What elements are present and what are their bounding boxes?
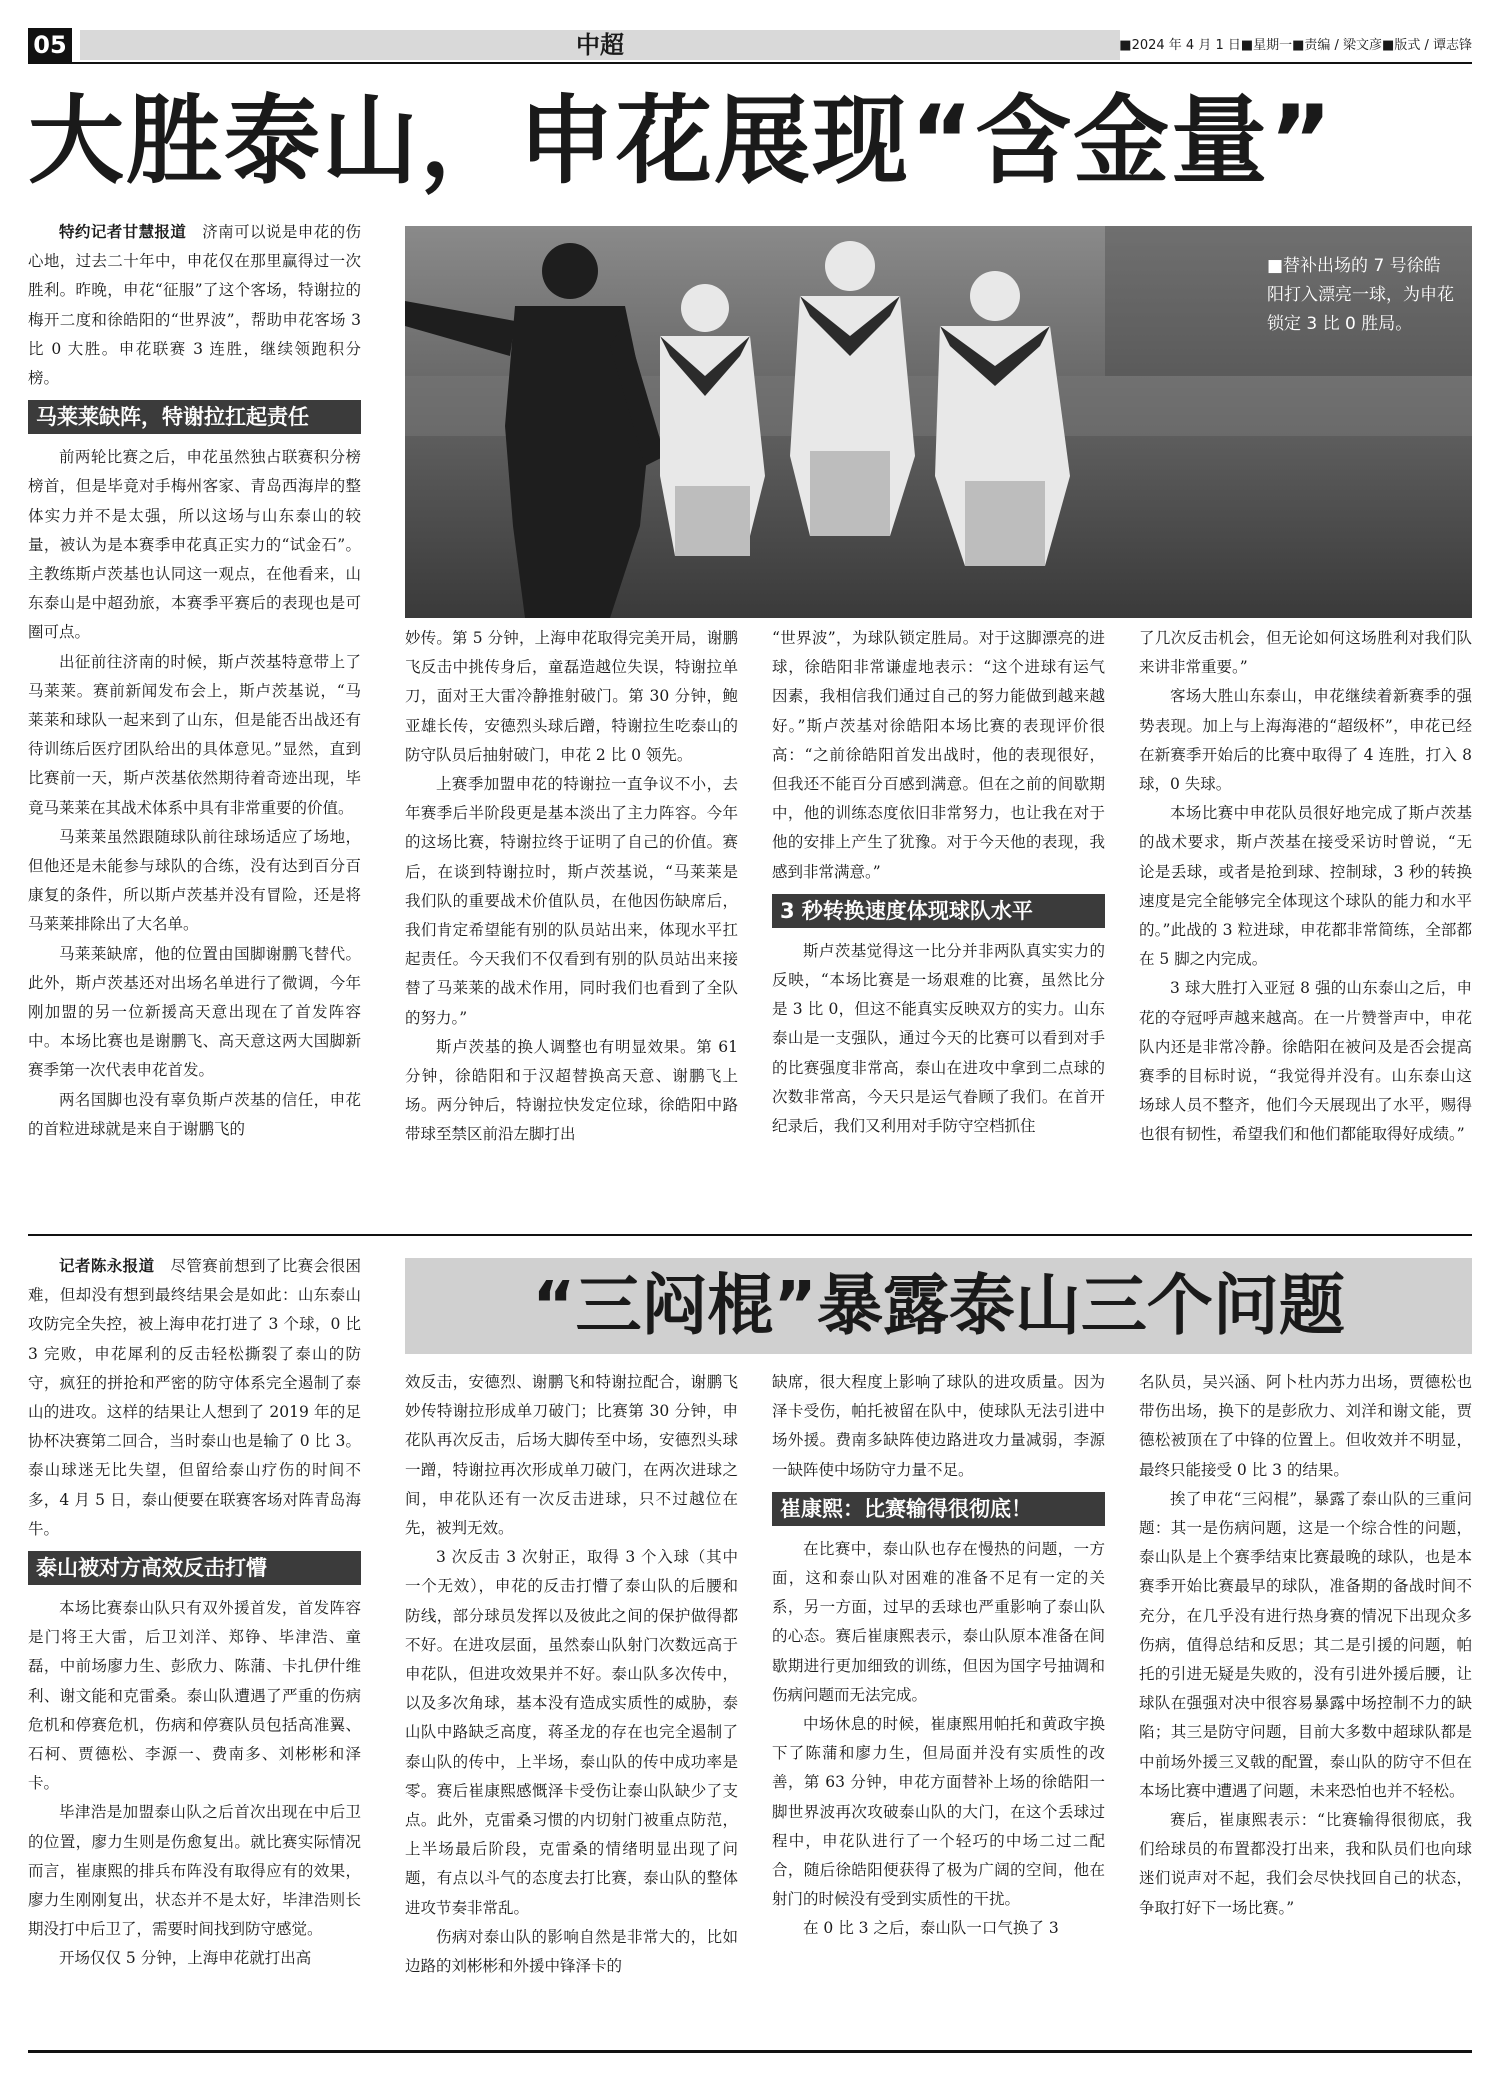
article1-paragraph: 出征前往济南的时候，斯卢茨基特意带上了马莱莱。赛前新闻发布会上，斯卢茨基说，“马莱莱和球队一起来到了山东，但是能否出战还有待训练后医疗团队给出的具体意见。”显然，直到比赛前一天，斯卢茨基依然期待着奇迹出现，毕竟马莱莱在其战术体系中具有非常重要的价值。: [28, 652, 361, 817]
article2-byline: 记者陈永报道: [59, 1257, 155, 1275]
article1-column-3: [772, 624, 1105, 1212]
article1-paragraph: 马莱莱虽然跟随球队前往球场适应了场地，但他还是未能参与球队的合练，没有达到百分百康复的条件，所以斯卢茨基并没有冒险，还是将马莱莱排除出了大名单。: [28, 827, 361, 934]
bottom-rule: [28, 2050, 1472, 2053]
article2-paragraph: 3 次反击 3 次射正，取得 3 个入球（其中一个无效），申花的反击打懵了泰山队的后腰和防线，部分球员发挥以及彼此之间的保护做得都不好。在进攻层面，虽然泰山队射门次数远高于申花队，但进攻效果并不好。泰山队多次传中，以及多次角球，基本没有造成实质性的威胁，泰山队中路缺乏高度，蒋圣龙的存在也完全遏制了泰山队的传中，上半场，泰山队的传中成功率是零。赛后崔康熙感慨泽卡受伤让泰山队缺少了支点。此外，克雷桑习惯的内切射门被重点防范，上半场最后阶段，克雷桑的情绪明显出现了问题，有点以斗气的态度去打比赛，泰山队的整体进攻节奏非常乱。: [405, 1548, 738, 1917]
article1-subhead-1: 马莱莱缺阵，特谢拉扛起责任: [28, 400, 361, 434]
article2-paragraph: 效反击，安德烈、谢鹏飞和特谢拉配合，谢鹏飞妙传特谢拉形成单刀破门；比赛第 30 分钟，申花队再次反击，后场大脚传至中场，安德烈头球一蹭，特谢拉再次形成单刀破门，在两次进球之间，申花队还有一次反击进球，只不过越位在先，被判无效。: [405, 1373, 738, 1538]
article1-paragraph: 斯卢茨基觉得这一比分并非两队真实实力的反映，“本场比赛是一场艰难的比赛，虽然比分是 3 比 0，但这不能真实反映双方的实力。山东泰山是一支强队，通过今天的比赛可以看到对手的比赛强度非常高，泰山在进攻中拿到二点球的次数非常高，今天只是运气眷顾了我们。在首开纪录后，我们又利用对手防守空档抓住: [772, 941, 1105, 1136]
section-name: 中超: [576, 31, 624, 59]
photo-caption: ■替补出场的 7 号徐皓阳打入漂亮一球，为申花锁定 3 比 0 胜局。: [1267, 256, 1454, 334]
article2-paragraph: 伤病对泰山队的影响自然是非常大的，比如边路的刘彬彬和外援中锋泽卡的: [405, 1927, 738, 1976]
article1-headline: 大胜泰山，申花展现“含金量”: [28, 85, 1335, 197]
article2-column-4: [1139, 1368, 1472, 2032]
article2-subhead-1: 泰山被对方高效反击打懵: [28, 1551, 361, 1585]
article1-paragraph: 济南可以说是申花的伤心地，过去二十年中，申花仅在那里赢得过一次胜利。昨晚，申花“征服”了这个客场，特谢拉的梅开二度和徐皓阳的“世界波”，帮助申花客场 3 比 0 大胜。申花联赛 3 连胜，继续领跑积分榜。: [28, 223, 361, 388]
article1-column-2: [405, 624, 738, 1212]
article2-headline-bar: [405, 1258, 1472, 1354]
page-header: [28, 28, 1472, 64]
page-number: 05: [28, 28, 72, 62]
article1-paragraph: 妙传。第 5 分钟，上海申花取得完美开局，谢鹏飞反击中挑传身后，童磊造越位失误，特谢拉单刀，面对王大雷冷静推射破门。第 30 分钟，鲍亚雄长传，安德烈头球后蹭，特谢拉生吃泰山的防守队员后抽射破门，申花 2 比 0 领先。: [405, 629, 738, 764]
article2-paragraph: 本场比赛泰山队只有双外援首发，首发阵容是门将王大雷，后卫刘洋、郑铮、毕津浩、童磊，中前场廖力生、彭欣力、陈蒲、卡扎伊什维利、谢文能和克雷桑。泰山队遭遇了严重的伤病危机和停赛危机，伤病和停赛队员包括高准翼、石柯、贾德松、李源一、费南多、刘彬彬和泽卡。: [28, 1599, 361, 1793]
article1-column-4: [1139, 624, 1472, 1212]
article1-paragraph: 前两轮比赛之后，申花虽然独占联赛积分榜榜首，但是毕竟对手梅州客家、青岛西海岸的整体实力并不是太强，所以这场与山东泰山的较量，被认为是本赛季申花真正实力的“试金石”。主教练斯卢茨基也认同这一观点，在他看来，山东泰山是中超劲旅，本赛季平赛后的表现也是可圈可点。: [28, 448, 361, 642]
article2-subhead-2: 崔康熙：比赛输得很彻底！: [772, 1492, 1105, 1526]
issue-meta: ■2024 年 4 月 1 日■星期一■责编 / 梁文彦■版式 / 谭志锋: [1119, 38, 1472, 53]
article2-column-2: [405, 1368, 738, 2032]
article1-paragraph: 上赛季加盟申花的特谢拉一直争议不小，去年赛季后半阶段更是基本淡出了主力阵容。今年的这场比赛，特谢拉终于证明了自己的价值。赛后，在谈到特谢拉时，斯卢茨基说，“马莱莱是我们队的重要战术价值队员，在他因伤缺席后，我们肯定希望能有别的队员站出来，体现水平扛起责任。今天我们不仅看到有别的队员站出来接替了马莱莱的战术作用，同时我们也看到了全队的努力。”: [405, 775, 738, 1027]
article2-paragraph: 开场仅仅 5 分钟，上海申花就打出高: [59, 1949, 312, 1968]
match-photo: [405, 226, 1472, 618]
article2-paragraph: 挨了申花“三闷棍”，暴露了泰山队的三重问题：其一是伤病问题，这是一个综合性的问题，泰山队是上个赛季结束比赛最晚的球队，也是本赛季开始比赛最早的球队，准备期的备战时间不充分，在几乎没有进行热身赛的情况下出现众多伤病，值得总结和反思；其二是引援的问题，帕托的引进无疑是失败的，没有引进外援后腰，让球队在强强对决中很容易暴露中场控制不力的缺陷；其三是防守问题，目前大多数中超球队都是中前场外援三叉戟的配置，泰山队的防守不但在本场比赛中遭遇了问题，未来恐怕也并不轻松。: [1139, 1489, 1472, 1800]
article2-column-1: [28, 1252, 361, 2032]
article1-paragraph: 马莱莱缺席，他的位置由国脚谢鹏飞替代。此外，斯卢茨基还对出场名单进行了微调，今年刚加盟的另一位新援高天意出现在了首发阵容中。本场比赛也是谢鹏飞、高天意这两大国脚新赛季第一次代表申花首发。: [28, 944, 361, 1080]
article2-paragraph: 在 0 比 3 之后，泰山队一口气换了 3: [803, 1919, 1059, 1938]
article1-paragraph: 斯卢茨基的换人调整也有明显效果。第 61 分钟，徐皓阳和于汉超替换高天意、谢鹏飞上场。两分钟后，特谢拉快发定位球，徐皓阳中路带球至禁区前沿左脚打出: [405, 1037, 738, 1144]
article2-paragraph: 尽管赛前想到了比赛会很困难，但却没有想到最终结果会是如此：山东泰山攻防完全失控，被上海申花打进了 3 个球，0 比 3 完败，申花犀利的反击轻松撕裂了泰山的防守，疯狂的拼抢和严密的防守体系完全遏制了泰山的进攻。这样的结果让人想到了 2019 年的足协杯决赛第二回合，当时泰山也是输了 0 比 3。泰山球迷无比失望，但留给泰山疗伤的时间不多，4 月 5 日，泰山便要在联赛客场对阵青岛海牛。: [28, 1257, 361, 1538]
article-divider: [28, 1234, 1472, 1236]
article1-byline: 特约记者甘慧报道: [59, 223, 187, 241]
article2-paragraph: 毕津浩是加盟泰山队之后首次出现在中后卫的位置，廖力生则是伤愈复出。就比赛实际情况而言，崔康熙的排兵布阵没有取得应有的效果，廖力生刚刚复出，状态并不是太好，毕津浩则长期没打中后卫了，需要时间找到防守感觉。: [28, 1803, 361, 1939]
article1-paragraph: 3 球大胜打入亚冠 8 强的山东泰山之后，申花的夺冠呼声越来越高。在一片赞誉声中，申花队内还是非常冷静。徐皓阳在被问及是否会提高赛季的目标时说，“我觉得并没有。山东泰山这场球人员不整齐，他们今天展现出了水平，赐得也很有韧性，希望我们和他们都能取得好成绩。”: [1139, 979, 1472, 1144]
article1-paragraph: “世界波”，为球队锁定胜局。对于这脚漂亮的进球，徐皓阳非常谦虚地表示：“这个进球有运气因素，我相信我们通过自己的努力能做到越来越好。”斯卢茨基对徐皓阳本场比赛的表现评价很高：“之前徐皓阳首发出战时，他的表现很好，但我还不能百分百感到满意。但在之前的间歇期中，他的训练态度依旧非常努力，也让我在对于他的安排上产生了犹豫。对于今天他的表现，我感到非常满意。”: [772, 629, 1105, 881]
article1-paragraph: 本场比赛中申花队员很好地完成了斯卢茨基的战术要求，斯卢茨基在接受采访时曾说，“无论是丢球，或者是抢到球、控制球，3 秒的转换速度是完全能够完全体现这个球队的能力和水平的。”此战的 3 粒进球，申花都非常简练，全部都在 5 脚之内完成。: [1139, 804, 1472, 969]
article2-paragraph: 缺席，很大程度上影响了球队的进攻质量。因为泽卡受伤，帕托被留在队中，使球队无法引进中场外援。费南多缺阵使边路进攻力量减弱，李源一缺阵使中场防守力量不足。: [772, 1373, 1105, 1479]
article2-paragraph: 在比赛中，泰山队也存在慢热的问题，一方面，这和泰山队对困难的准备不足有一定的关系，另一方面，过早的丢球也严重影响了泰山队的心态。赛后崔康熙表示，泰山队原本准备在间歇期进行更加细致的训练，但因为国字号抽调和伤病问题而无法完成。: [772, 1539, 1105, 1704]
section-bar: [80, 30, 1120, 60]
article1-column-1: [28, 218, 361, 1212]
article2-headline: “三闷棍”暴露泰山三个问题: [532, 1267, 1345, 1344]
article2-paragraph: 名队员，吴兴涵、阿卜杜内苏力出场，贾德松也带伤出场，换下的是彭欣力、刘洋和谢文能，贾德松被顶在了中锋的位置上。但收效并不明显，最终只能接受 0 比 3 的结果。: [1139, 1373, 1472, 1479]
article1-paragraph: 客场大胜山东泰山，申花继续着新赛季的强势表现。加上与上海海港的“超级杯”，申花已经在新赛季开始后的比赛中取得了 4 连胜，打入 8 球，0 失球。: [1139, 687, 1472, 794]
article2-column-3: [772, 1368, 1105, 2032]
article1-paragraph: 两名国脚也没有辜负斯卢茨基的信任，申花的首粒进球就是来自于谢鹏飞的: [28, 1090, 361, 1138]
article1-paragraph: 了几次反击机会，但无论如何这场胜利对我们队来讲非常重要。”: [1139, 629, 1472, 677]
article2-paragraph: 赛后，崔康熙表示：“比赛输得很彻底，我们给球员的布置都没打出来，我和队员们也向球迷们说声对不起，我们会尽快找回自己的状态，争取打好下一场比赛。”: [1139, 1811, 1472, 1917]
article2-paragraph: 中场休息的时候，崔康熙用帕托和黄政宇换下了陈蒲和廖力生，但局面并没有实质性的改善，第 63 分钟，申花方面替补上场的徐皓阳一脚世界波再次攻破泰山队的大门，在这个丢球过程中，申花队进行了一个轻巧的中场二过二配合，随后徐皓阳便获得了极为广阔的空间，他在射门的时候没有受到实质性的干扰。: [772, 1715, 1105, 1909]
article1-subhead-2: 3 秒转换速度体现球队水平: [772, 894, 1105, 928]
